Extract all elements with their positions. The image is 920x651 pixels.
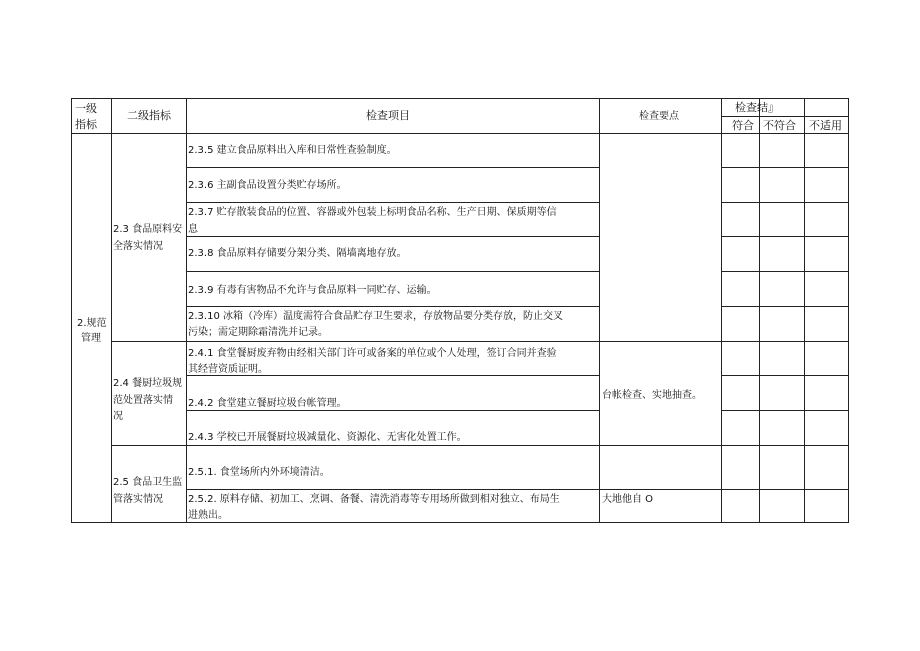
inspection-table — [71, 98, 849, 523]
group-2-4-line2: 范处置落实情 — [113, 395, 173, 406]
item-2-3-7-line2: 息 — [188, 224, 198, 235]
header-key-points: 检查要点 — [639, 111, 679, 122]
header-level2: 二级指标 — [127, 109, 171, 122]
item-2-5-2-line1: 2.5.2. 原料存储、初加工、烹调、备餐、清洗消毒等专用场所做到相对独立、布局生 — [188, 494, 560, 505]
item-2-3-9: 2.3.9 有毒有害物品不允许与食品原料一同贮存、运输。 — [188, 285, 437, 296]
item-2-4-1-line1: 2.4.1 食堂餐厨废弃物由经相关部门许可或备案的单位或个人处理，签订合同并查验 — [188, 348, 557, 359]
header-not-applicable: 不适用 — [809, 119, 842, 132]
item-2-3-7-line1: 2.3.7 贮存散装食品的位置、容器或外包装上标明食品名称、生产日期、保质期等信 — [188, 207, 557, 218]
group-2-5-line1: 2.5 食品卫生监 — [113, 477, 183, 488]
item-2-5-2-line2: 进熟出。 — [188, 510, 228, 521]
group-2-5-line2: 管落实情况 — [113, 494, 163, 505]
item-2-5-1: 2.5.1. 食堂场所内外环境清洁。 — [188, 467, 330, 478]
group-2-3-line2: 全落实情况 — [113, 241, 163, 252]
header-conform: 符合 — [732, 119, 754, 132]
group-2-4-line1: 2.4 餐厨垃圾规 — [113, 378, 183, 389]
item-2-4-1-line2: 其经营资质证明。 — [188, 364, 268, 375]
item-2-3-6: 2.3.6 主副食品设置分类贮存场所。 — [188, 180, 347, 191]
header-nonconform: 不符合 — [763, 119, 796, 132]
header-check-item: 检查项目 — [366, 109, 410, 122]
item-2-3-10-line1: 2.3.10 冰箱（冷库）温度需符合食品贮存卫生要求，存放物品要分类存放，防止交叉 — [188, 311, 563, 322]
header-level1-line1: 一级 — [75, 102, 97, 115]
item-2-4-2: 2.4.2 食堂建立餐厨垃圾台帐管理。 — [188, 398, 347, 409]
level1-label-line1: 2.规范 — [77, 318, 107, 329]
item-2-3-10-line2: 污染；需定期除霜清洗并记录。 — [188, 327, 328, 338]
group-2-4-line3: 况 — [113, 411, 123, 422]
level1-label-line2: 管理 — [81, 333, 101, 344]
group-2-3-line1: 2.3 食品原料安 — [113, 224, 183, 235]
item-2-3-5: 2.3.5 建立食品原料出入库和日常性查验制度。 — [188, 145, 397, 156]
header-result-group: 检查结』 — [735, 101, 779, 114]
key-point-last-row: 大地他自 O — [602, 494, 654, 505]
item-2-3-8: 2.3.8 食品原料存储要分架分类、隔墙离地存放。 — [188, 248, 407, 259]
key-point-ledger-check: 台帐检查、实地抽查。 — [602, 390, 702, 401]
header-level1-line2: 指标 — [75, 118, 97, 131]
item-2-4-3: 2.4.3 学校已开展餐厨垃圾减量化、资源化、无害化处置工作。 — [188, 432, 467, 443]
